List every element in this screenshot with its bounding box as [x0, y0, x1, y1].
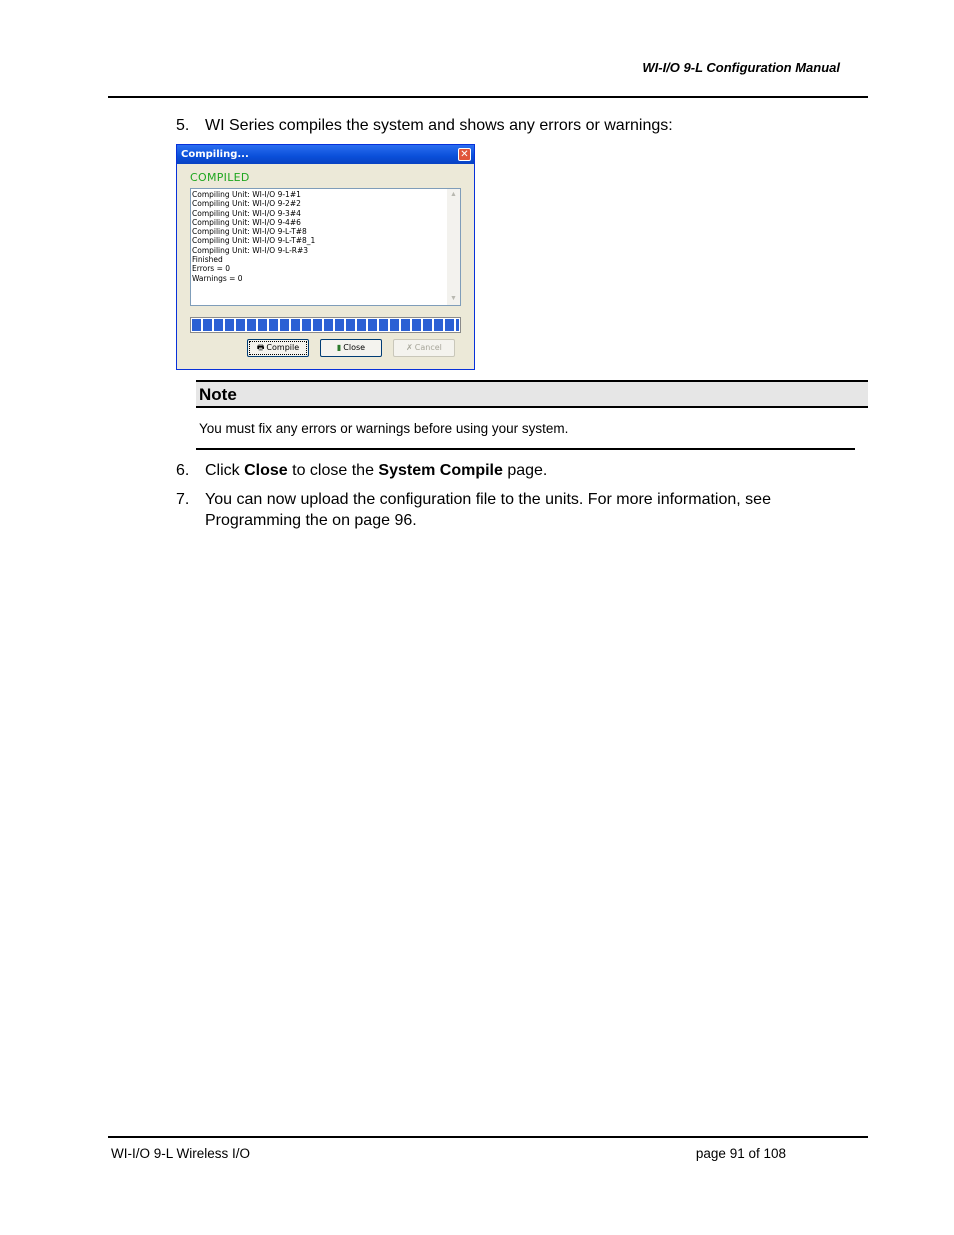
cancel-button-label: Cancel: [414, 343, 442, 352]
log-line: Compiling Unit: WI-I/O 9-L-T#8: [192, 227, 307, 237]
log-line: Compiling Unit: WI-I/O 9-L-R#3: [192, 245, 309, 255]
close-button-label: Close: [343, 343, 366, 352]
header-rule: [108, 96, 868, 98]
note-text: You must fix any errors or warnings before using your system.: [199, 421, 569, 436]
compile-dialog: [176, 144, 475, 370]
log-line: Compiling Unit: WI-I/O 9-3#4: [192, 208, 301, 218]
scroll-down-icon[interactable]: ▼: [450, 295, 457, 302]
door-icon: ▮: [336, 343, 342, 352]
step-number: 7.: [176, 491, 190, 508]
log-line: Errors = 0: [192, 264, 231, 274]
compile-progress-bar: [190, 317, 461, 333]
step-number: 6.: [176, 462, 190, 479]
footer-left: WI-I/O 9-L Wireless I/O: [111, 1146, 251, 1161]
compile-status: COMPILED: [190, 171, 250, 184]
log-line: Compiling Unit: WI-I/O 9-4#6: [192, 217, 301, 227]
log-line: Compiling Unit: WI-I/O 9-1#1: [192, 190, 301, 199]
step-text: [205, 460, 845, 481]
note-rule: [196, 448, 855, 450]
dialog-title-bar: [177, 145, 474, 164]
step-text-line: Programming the on page 96.: [205, 512, 417, 529]
step-text: [205, 489, 845, 531]
step-text-part: page.: [502, 462, 548, 479]
log-lines: [192, 190, 315, 283]
log-line: Compiling Unit: WI-I/O 9-2#2: [192, 199, 301, 209]
log-line: Compiling Unit: WI-I/O 9-L-T#8_1: [192, 236, 316, 246]
close-icon[interactable]: ✕: [458, 148, 471, 161]
log-scrollbar[interactable]: [447, 189, 460, 305]
close-button[interactable]: [320, 339, 382, 357]
footer-page-number: page 91 of 108: [695, 1146, 786, 1161]
log-line: Finished: [192, 255, 223, 265]
progress-fill: [192, 319, 459, 331]
step-text: WI Series compiles the system and shows any errors or warnings:: [205, 117, 673, 134]
printer-icon: 🖶: [256, 343, 265, 352]
step-text-part: Click: [205, 462, 245, 479]
compile-log[interactable]: [190, 188, 461, 306]
compile-button[interactable]: [247, 339, 309, 357]
close-term: Close: [244, 462, 288, 479]
log-line: Warnings = 0: [192, 273, 243, 283]
header-title: WI-I/O 9-L Configuration Manual: [642, 60, 840, 75]
dialog-title: Compiling...: [181, 149, 249, 160]
system-compile-term: System Compile: [378, 462, 503, 479]
step-number: 5.: [176, 117, 190, 134]
cancel-button[interactable]: [393, 339, 455, 357]
compile-button-label: Compile: [266, 343, 300, 352]
footer-rule: [108, 1136, 868, 1138]
step-text-part: to close the: [287, 462, 379, 479]
note-title: Note: [199, 385, 237, 404]
x-icon: ✗: [406, 343, 413, 352]
scroll-up-icon[interactable]: ▲: [450, 191, 457, 198]
note-header: [196, 380, 868, 408]
step-text-line: You can now upload the configuration file to the units. For more information, see: [205, 491, 771, 508]
